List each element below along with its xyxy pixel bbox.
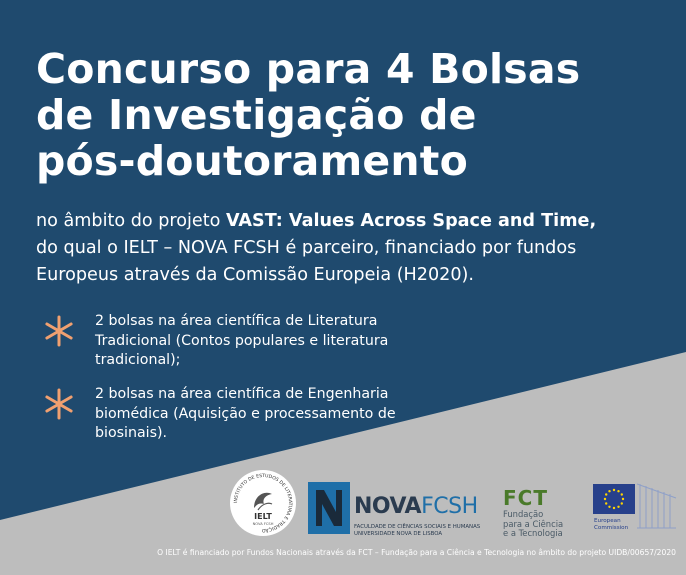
- nova-sub-line-2: UNIVERSIDADE NOVA DE LISBOA: [354, 531, 443, 537]
- asterisk-icon: [42, 314, 76, 348]
- fct-sub-line-1: Fundação: [503, 509, 544, 519]
- nova-word-bold: NOVA: [354, 494, 422, 519]
- bullet-text: [95, 312, 455, 371]
- intro-line-2: do qual o IELT – NOVA FCSH é parceiro, financiado por fundos: [36, 238, 577, 258]
- eu-flag-icon: [593, 484, 635, 514]
- nova-word-light: FCSH: [421, 494, 478, 519]
- headline-line-2: de Investigação de: [36, 91, 477, 139]
- nova-fcsh-logo: [308, 480, 498, 542]
- bullet-line: tradicional);: [95, 352, 181, 368]
- ec-label-line-2: Commission: [594, 525, 629, 531]
- intro-line-3: Europeus através da Comissão Europeia (H2020).: [36, 265, 475, 285]
- ec-label-line-1: European: [594, 518, 621, 524]
- bullet-line: Tradicional (Contos populares e literatura: [95, 332, 389, 349]
- headline: [36, 46, 666, 184]
- nova-fcsh-wordmark: [354, 494, 478, 519]
- bullet-text: [95, 385, 455, 444]
- fct-logo: [503, 486, 573, 546]
- nova-subtitle: [354, 524, 480, 538]
- partner-logos: [0, 468, 686, 558]
- fct-sub-line-2: para a Ciência: [503, 518, 564, 529]
- nova-n-icon: [308, 482, 350, 534]
- project-name: VAST: Values Across Space and Time,: [226, 211, 597, 231]
- bullet-line: 2 bolsas na área científica de Engenharia: [95, 386, 389, 402]
- intro-line-1: [36, 208, 676, 235]
- asterisk-icon: [42, 387, 76, 421]
- funding-footer: [0, 548, 686, 557]
- ielt-ring-text: INSTITUTO DE ESTUDOS DE LITERATURA E TRADIÇÃO: [233, 473, 293, 533]
- ec-label: [594, 518, 628, 532]
- footer-text: O IELT é financiado por Fundos Nacionais através da FCT – Fundação para a Ciência e Tecnologia no âmbito do projeto UIDB/00657/2020: [157, 548, 676, 557]
- intro-prefix: no âmbito do projeto: [36, 211, 227, 231]
- european-commission-logo: [590, 478, 680, 542]
- nova-sub-line-1: FACULDADE DE CIÊNCIAS SOCIAIS E HUMANAS: [354, 524, 481, 530]
- fct-sub-line-3: e a Tecnologia: [503, 528, 563, 538]
- fct-wordmark: FCT: [503, 486, 548, 510]
- headline-line-1: Concurso para 4 Bolsas: [36, 45, 581, 93]
- headline-line-3: pós-doutoramento: [36, 137, 468, 185]
- ielt-name: IELT: [254, 512, 272, 521]
- ielt-logo: [228, 468, 298, 538]
- bullet-line: biomédica (Aquisição e processamento de: [95, 405, 396, 422]
- fct-subtitle: [503, 510, 563, 539]
- bullet-line: biosinais).: [95, 425, 168, 441]
- ielt-sub: NOVA FCSH: [252, 522, 274, 526]
- bullet-line: 2 bolsas na área científica de Literatura: [95, 313, 378, 329]
- intro-paragraph: [36, 208, 676, 289]
